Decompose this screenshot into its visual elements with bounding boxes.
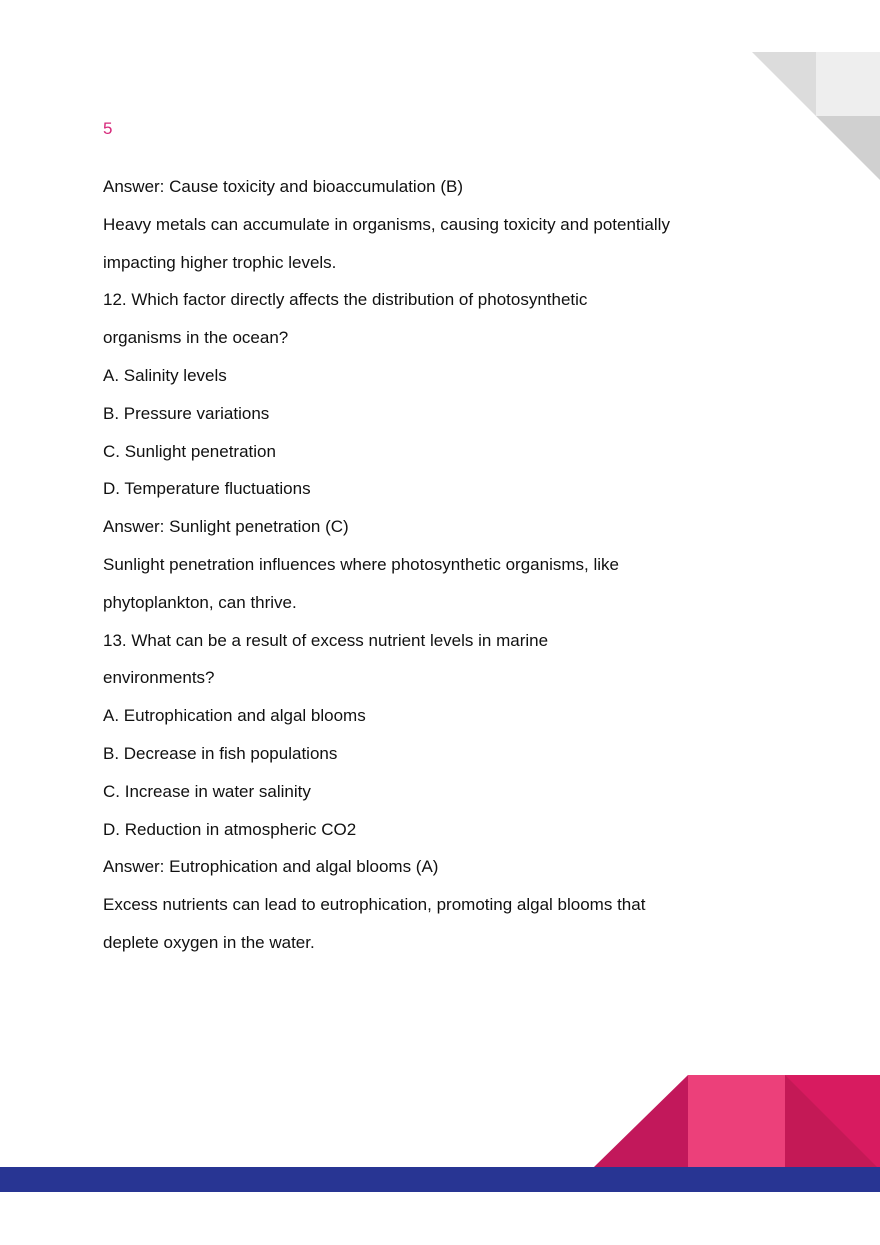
grey-triangle-upper (752, 52, 816, 116)
option-line: B. Pressure variations (103, 403, 270, 423)
option-line: B. Decrease in fish populations (103, 743, 338, 763)
pink-block-middle (688, 1075, 785, 1167)
page-number: 5 (103, 119, 113, 138)
option-line: D. Reduction in atmospheric CO2 (103, 819, 357, 839)
pink-triangle-left (594, 1075, 688, 1167)
explanation-line: deplete oxygen in the water. (103, 932, 315, 952)
explanation-line: Sunlight penetration influences where photosynthetic organisms, like (103, 554, 619, 574)
explanation-line: Heavy metals can accumulate in organisms, causing toxicity and potentially (103, 214, 670, 234)
option-line: A. Salinity levels (103, 365, 227, 385)
option-line: D. Temperature fluctuations (103, 479, 311, 499)
answer-line: Answer: Cause toxicity and bioaccumulation (B) (103, 177, 463, 196)
grey-square-upper (816, 52, 880, 116)
question-line: 12. Which factor directly affects the distribution of photosynthetic (103, 290, 588, 310)
pink-triangle-shade (785, 1075, 877, 1167)
grey-triangle-lower (816, 116, 880, 180)
option-line: C. Increase in water salinity (103, 781, 311, 801)
answer-line: Answer: Sunlight penetration (C) (103, 517, 349, 537)
pink-block-right (785, 1075, 880, 1167)
explanation-line: Excess nutrients can lead to eutrophication, promoting algal blooms that (103, 895, 646, 915)
question-line: organisms in the ocean? (103, 328, 289, 348)
question-line: environments? (103, 668, 215, 688)
answer-line: Answer: Eutrophication and algal blooms (A) (103, 857, 439, 877)
question-line: 13. What can be a result of excess nutrient levels in marine (103, 630, 549, 650)
explanation-line: impacting higher trophic levels. (103, 252, 337, 272)
option-line: C. Sunlight penetration (103, 441, 276, 461)
bottom-footer-bar (0, 1167, 880, 1192)
explanation-line: phytoplankton, can thrive. (103, 592, 297, 612)
option-line: A. Eutrophication and algal blooms (103, 706, 366, 726)
document-body (103, 168, 743, 962)
